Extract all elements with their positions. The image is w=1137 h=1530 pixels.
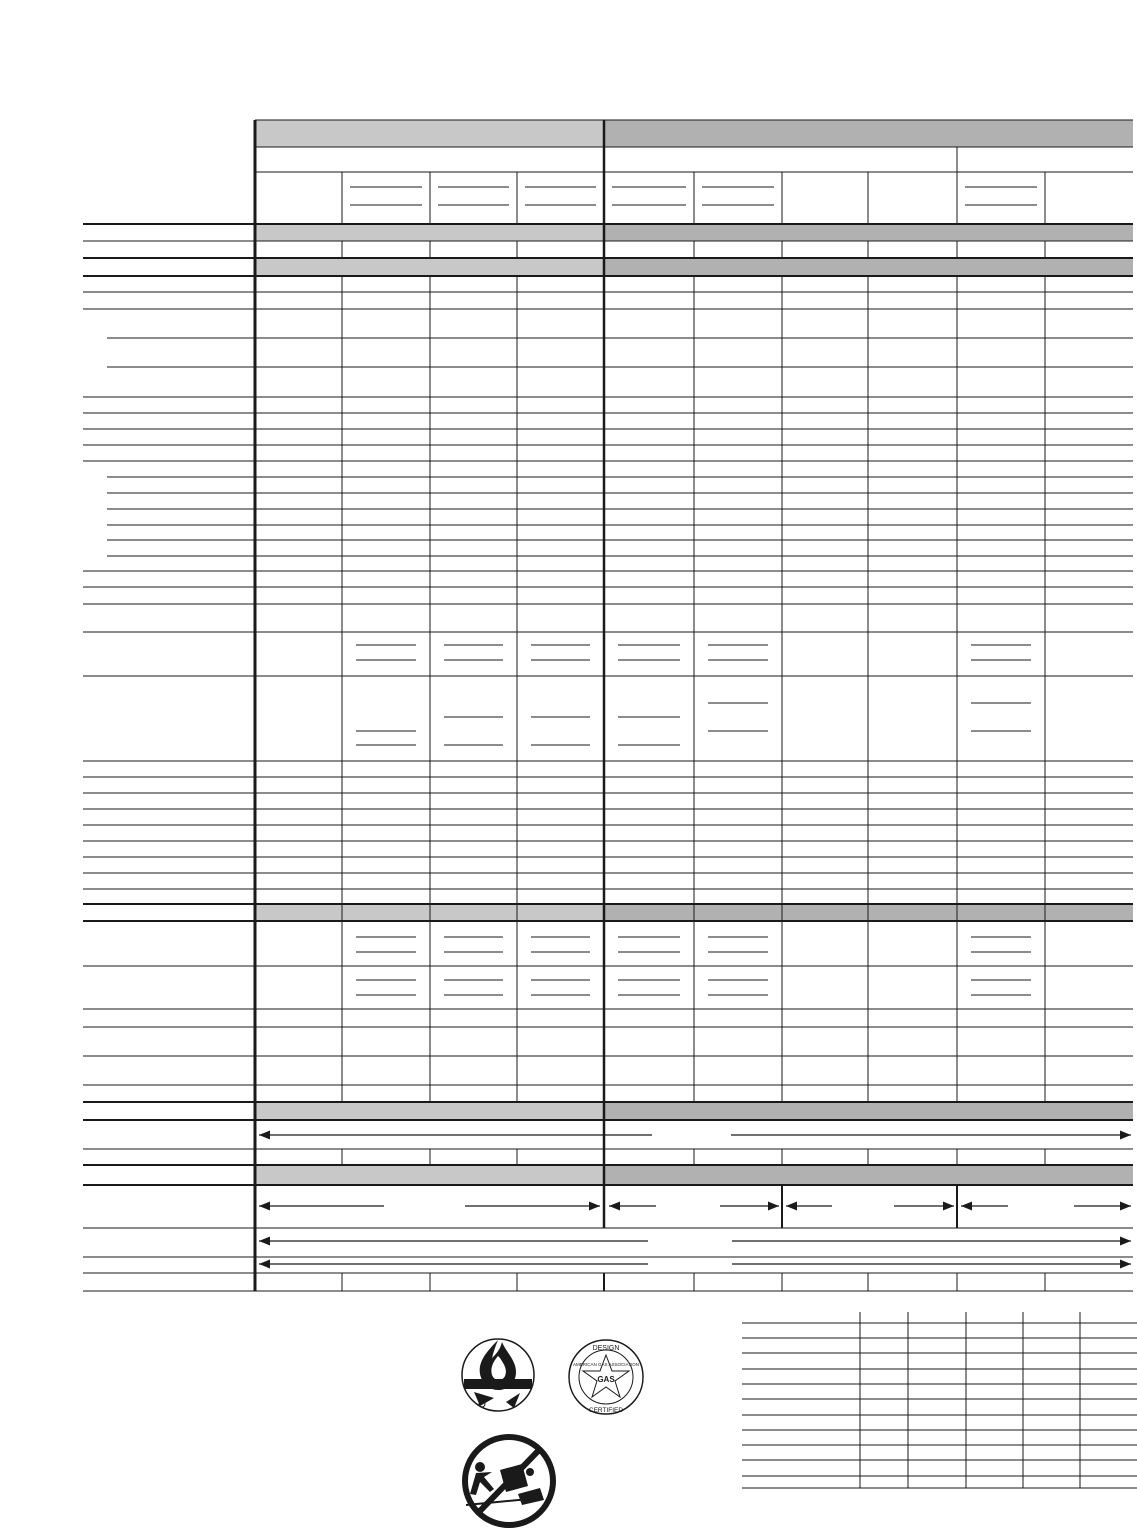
section-band-mid (604, 1102, 957, 1120)
span-arrows (259, 1131, 1131, 1269)
section-band-left (255, 224, 604, 241)
section-band-left (255, 258, 604, 276)
arrow-head (961, 1202, 972, 1211)
seal-ring-text: AMERICAN GAS ASSOCIATION (573, 1362, 639, 1367)
arrow-head (589, 1202, 600, 1211)
arrow-head (1120, 1202, 1131, 1211)
arrow-head (259, 1202, 270, 1211)
section-band-mid (604, 258, 957, 276)
section-band-left (255, 1165, 604, 1185)
section-band-right (957, 1102, 1133, 1120)
arrow-head (943, 1202, 954, 1211)
arrow-head (609, 1202, 620, 1211)
section-band-right (957, 258, 1133, 276)
aga-design-certified-seal-icon (569, 1340, 643, 1414)
arrow-head (768, 1202, 779, 1211)
seal-center-text: GAS (597, 1375, 615, 1384)
arrow-head (259, 1237, 270, 1246)
section-band-mid (604, 1165, 957, 1185)
section-band-mid (604, 224, 957, 241)
seal-top-text: DESIGN (592, 1345, 620, 1352)
arrow-head (1120, 1237, 1131, 1246)
header-band-right (604, 120, 1133, 147)
arrow-head (259, 1260, 270, 1269)
flame-certification-icon (462, 1339, 534, 1411)
small-spec-table (742, 1312, 1137, 1488)
arrow-head (1120, 1260, 1131, 1269)
arrow-head (259, 1131, 270, 1140)
section-band-mid (604, 904, 957, 921)
no-tipping-prohibition-icon (465, 1437, 553, 1525)
section-band-right (957, 1165, 1133, 1185)
seal-bottom-text: CERTIFIED (588, 1407, 624, 1414)
section-band-left (255, 1102, 604, 1120)
header-band-left (255, 120, 604, 147)
arrow-head (786, 1202, 797, 1211)
section-band-right (957, 224, 1133, 241)
arrow-head (1120, 1131, 1131, 1140)
